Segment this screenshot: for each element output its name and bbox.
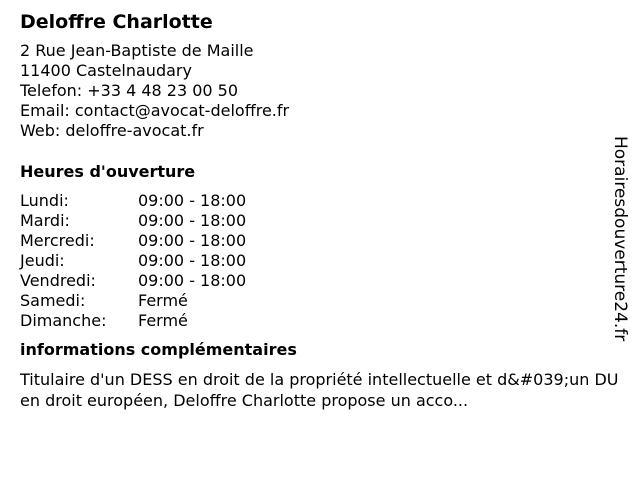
day-label: Mardi:: [20, 211, 70, 230]
hours-heading: Heures d'ouverture: [20, 162, 196, 181]
hours-row-monday: [20, 191, 620, 211]
business-card: [20, 9, 620, 411]
web-line: Web: deloffre-avocat.fr: [20, 121, 204, 140]
day-hours: Fermé: [138, 291, 188, 310]
hours-row-wednesday: [20, 231, 620, 251]
day-label: Samedi:: [20, 291, 86, 310]
email-line: Email: contact@avocat-deloffre.fr: [20, 101, 290, 120]
day-label: Dimanche:: [20, 311, 107, 330]
address-city: 11400 Castelnaudary: [20, 61, 192, 80]
day-hours: 09:00 - 18:00: [138, 271, 247, 290]
day-hours: 09:00 - 18:00: [138, 211, 247, 230]
hours-row-saturday: [20, 291, 620, 311]
day-label: Lundi:: [20, 191, 69, 210]
day-hours: Fermé: [138, 311, 188, 330]
hours-row-friday: [20, 271, 620, 291]
day-hours: 09:00 - 18:00: [138, 231, 247, 250]
business-name: Deloffre Charlotte: [20, 11, 213, 33]
info-heading: informations complémentaires: [20, 340, 297, 359]
day-hours: 09:00 - 18:00: [138, 191, 247, 210]
hours-row-sunday: [20, 311, 620, 331]
day-label: Vendredi:: [20, 271, 96, 290]
hours-row-tuesday: [20, 211, 620, 231]
address-street: 2 Rue Jean-Baptiste de Maille: [20, 41, 254, 60]
hours-table: [20, 191, 620, 331]
day-label: Jeudi:: [20, 251, 65, 270]
hours-row-thursday: [20, 251, 620, 271]
phone-line: Telefon: +33 4 48 23 00 50: [20, 81, 239, 100]
day-label: Mercredi:: [20, 231, 95, 250]
site-watermark: Horairesdouverture24.fr: [610, 136, 630, 342]
info-description: Titulaire d'un DESS en droit de la propriété intellectuelle et d&#039;un DU en droit européen, Deloffre Charlotte propose un acco...: [20, 370, 619, 410]
day-hours: 09:00 - 18:00: [138, 251, 247, 270]
